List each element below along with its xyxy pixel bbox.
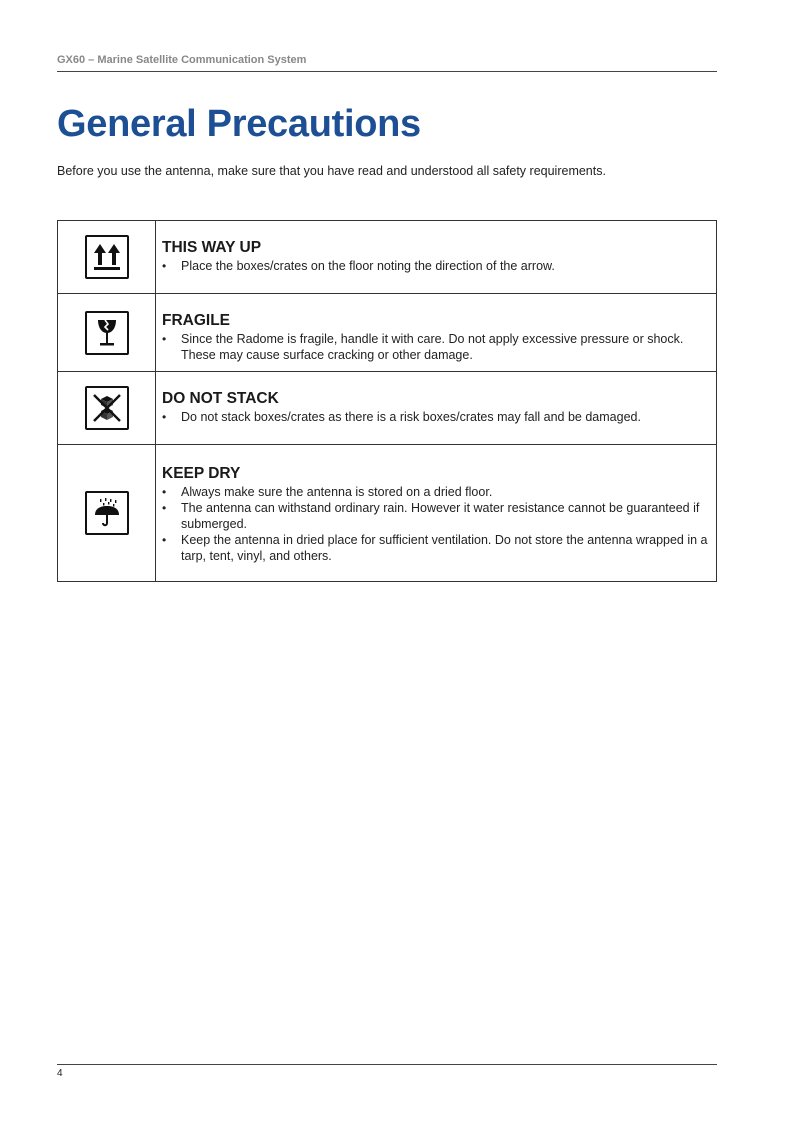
bullet-item: • Do not stack boxes/crates as there is a risk boxes/crates may fall and be damaged. — [162, 409, 710, 425]
precaution-heading: DO NOT STACK — [162, 390, 279, 407]
fragile-glass-icon — [85, 311, 129, 355]
precaution-text — [156, 221, 717, 294]
precaution-row-this-way-up — [58, 221, 717, 294]
precaution-heading: FRAGILE — [162, 312, 231, 329]
bullet-item: • Since the Radome is fragile, handle it with care. Do not apply excessive pressure or shock. These may cause surface cracking or other damage. — [162, 331, 710, 363]
footer-divider — [57, 1064, 717, 1065]
precaution-row-fragile — [58, 294, 717, 372]
icon-cell — [58, 372, 156, 445]
precaution-text — [156, 372, 717, 445]
bullet-item: • Keep the antenna in dried place for sufficient ventilation. Do not store the antenna wrapped in a tarp, tent, vinyl, and others. — [162, 532, 710, 564]
bullet-list — [162, 409, 710, 425]
do-not-stack-icon — [85, 386, 129, 430]
bullet-list — [162, 258, 710, 274]
precautions-table — [57, 220, 717, 582]
bullet-item: • The antenna can withstand ordinary rain. However it water resistance cannot be guaranteed if submerged. — [162, 500, 710, 532]
header-divider — [57, 71, 717, 72]
precaution-row-do-not-stack — [58, 372, 717, 445]
precaution-text — [156, 294, 717, 372]
icon-cell — [58, 294, 156, 372]
page-number: 4 — [57, 1068, 63, 1079]
this-way-up-icon — [85, 235, 129, 279]
precaution-row-keep-dry — [58, 445, 717, 582]
bullet-list — [162, 331, 710, 363]
bullet-item: • Always make sure the antenna is stored on a dried floor. — [162, 484, 710, 500]
keep-dry-umbrella-icon — [85, 491, 129, 535]
bullet-list — [162, 484, 710, 564]
document-header: GX60 – Marine Satellite Communication System — [57, 54, 307, 66]
precaution-heading: KEEP DRY — [162, 465, 241, 482]
page-title: General Precautions — [57, 103, 421, 145]
icon-cell — [58, 221, 156, 294]
icon-cell — [58, 445, 156, 582]
intro-text: Before you use the antenna, make sure that you have read and understood all safety requirements. — [57, 164, 606, 178]
precaution-heading: THIS WAY UP — [162, 239, 262, 256]
bullet-item: • Place the boxes/crates on the floor noting the direction of the arrow. — [162, 258, 710, 274]
precaution-text — [156, 445, 717, 582]
